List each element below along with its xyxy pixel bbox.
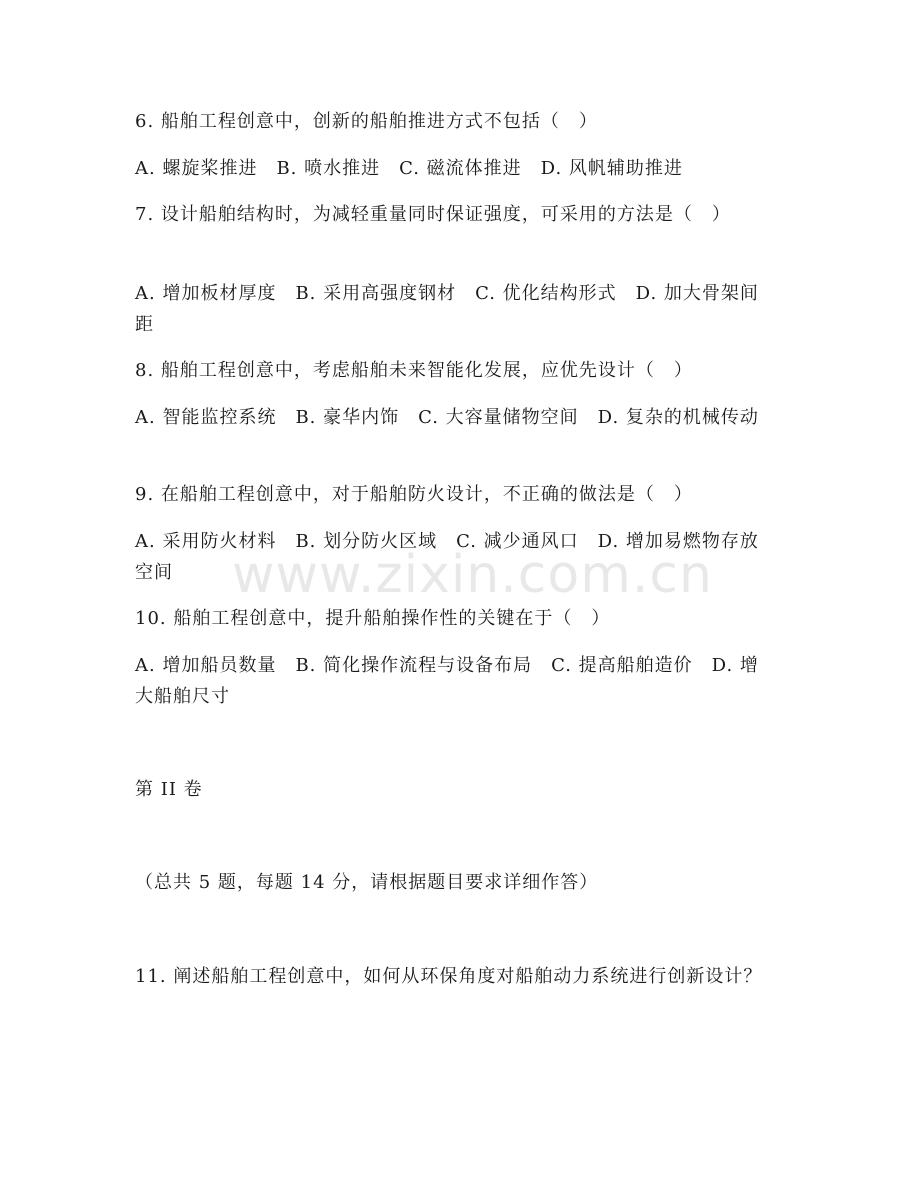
question-7-options: A. 增加板材厚度 B. 采用高强度钢材 C. 优化结构形式 D. 加大骨架间距 [135, 283, 759, 335]
question-8-options: A. 智能监控系统 B. 豪华内饰 C. 大容量储物空间 D. 复杂的机械传动 [135, 407, 759, 428]
question-9-stem: 9. 在船舶工程创意中，对于船舶防火设计，不正确的做法是（ ） [135, 484, 693, 505]
question-7-stem: 7. 设计船舶结构时，为减轻重量同时保证强度，可采用的方法是（ ） [135, 204, 731, 225]
question-11-stem: 11. 阐述船舶工程创意中，如何从环保角度对船舶动力系统进行创新设计？ [135, 966, 763, 987]
question-10-options: A. 增加船员数量 B. 简化操作流程与设备布局 C. 提高船舶造价 D. 增大船舶尺寸 [135, 655, 759, 707]
question-9-options: A. 采用防火材料 B. 划分防火区域 C. 减少通风口 D. 增加易燃物存放空间 [135, 531, 759, 583]
question-10-stem: 10. 船舶工程创意中，提升船舶操作性的关键在于（ ） [135, 608, 611, 629]
question-6-stem: 6. 船舶工程创意中，创新的船舶推进方式不包括（ ） [135, 111, 598, 132]
question-6-options: A. 螺旋桨推进 B. 喷水推进 C. 磁流体推进 D. 风帆辅助推进 [135, 158, 683, 179]
question-8-stem: 8. 船舶工程创意中，考虑船舶未来智能化发展，应优先设计（ ） [135, 360, 693, 381]
section-instructions: （总共 5 题，每题 14 分，请根据题目要求详细作答） [135, 872, 599, 893]
section-title: 第 II 卷 [135, 779, 203, 800]
watermark: www.zixin.com.cn [232, 545, 713, 605]
